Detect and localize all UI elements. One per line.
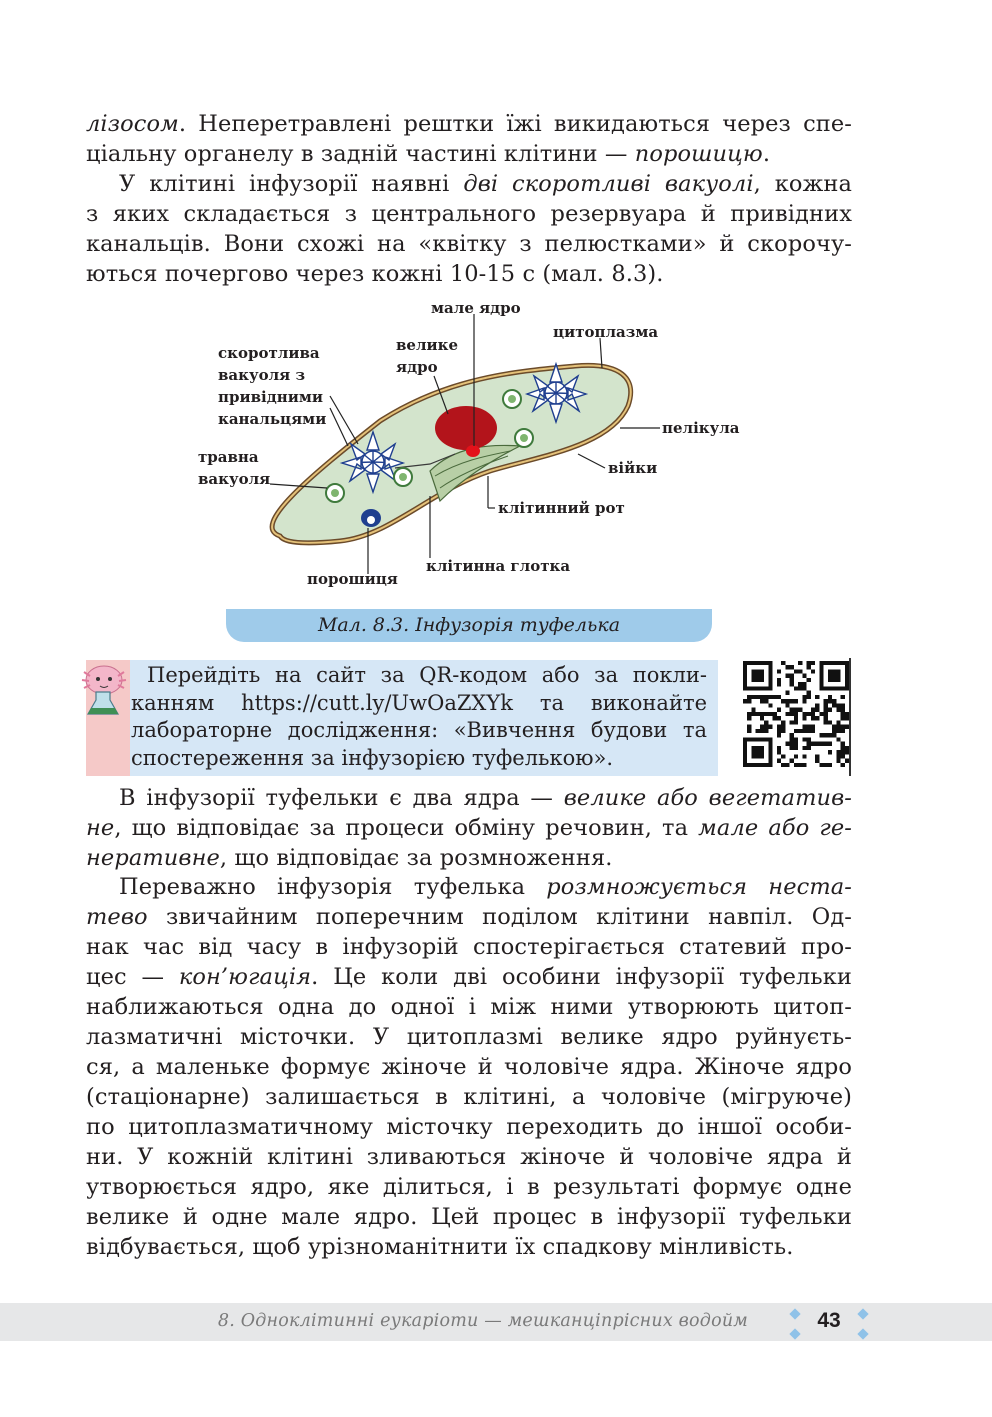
term-lysosome: лізосом — [86, 111, 179, 137]
qr-divider — [849, 658, 851, 776]
term-asexual: розмножується неста- — [546, 874, 852, 900]
paramecium-illustration — [190, 296, 750, 596]
text: , кожна — [753, 171, 852, 197]
text-line: (стаціонарне) залишається в клітині, а чоловіче (мігруюче) — [86, 1084, 852, 1110]
text: Переважно інфузорія туфелька — [119, 874, 547, 900]
paragraph-2 — [86, 169, 852, 289]
qr-code[interactable] — [743, 661, 849, 767]
text: , що відповідає за процеси обміну речовин, та — [114, 815, 699, 841]
label-contractile-4: канальцями — [218, 410, 327, 428]
paragraph-3 — [86, 783, 852, 873]
task-line-link[interactable]: канням https://cutt.ly/UwOaZXYk та виконайте — [131, 690, 707, 715]
text-line: утворюється ядро, яке ділиться, і в результаті формує одне — [86, 1174, 852, 1200]
text-line: ються почергово через кожні 10-15 с (мал. 8.3). — [86, 261, 664, 287]
text: . Це коли дві особини інфузорії туфельки — [311, 964, 852, 990]
small-nucleus — [466, 445, 480, 457]
text-line: ся, а маленьке формує жіноче й чоловіче ядра. Жіноче ядро — [86, 1054, 852, 1080]
text-line: лазматичні місточки. У цитоплазмі велике ядро руйнуєть- — [86, 1024, 852, 1050]
term-contractile-vacuoles: дві скоротливі вакуолі — [463, 171, 754, 197]
task-line: спостереження за інфузорією туфелькою». — [131, 745, 614, 770]
label-digestive-1: травна — [198, 448, 259, 466]
text-line: нак час від часу в інфузорій спостерігається статевий про- — [86, 934, 852, 960]
paragraph-4 — [86, 872, 852, 1262]
label-large-nucleus-1: велике — [396, 336, 459, 354]
label-contractile-1: скоротлива — [218, 344, 320, 362]
text-line: з яких складається з центрального резервуара й привідних — [86, 201, 852, 227]
text-line: наближаються одна до одної і між ними утворюють цитоп- — [86, 994, 852, 1020]
paragraph-1 — [86, 109, 852, 169]
text-line: по цитоплазматичному місточку переходить до іншої особи- — [86, 1114, 852, 1140]
label-cell-mouth: клітинний рот — [498, 499, 625, 517]
text: . — [762, 141, 771, 167]
figure-caption: Мал. 8.3. Інфузорія туфелька — [317, 614, 621, 636]
label-cell-pharynx: клітинна глотка — [426, 557, 571, 575]
anal-pore — [361, 509, 381, 527]
large-nucleus — [435, 406, 497, 450]
figure-caption-bar — [226, 609, 712, 642]
task-text — [131, 662, 707, 772]
task-line: лабораторне дослідження: «Вивчення будови та — [131, 718, 707, 742]
text: звичайним поперечним поділом клітини навпіл. Од- — [147, 904, 852, 930]
axolotl-flask-icon — [74, 662, 130, 720]
text-line: велике й одне мале ядро. Цей процес в інфузорії туфельки — [86, 1204, 852, 1230]
text: цес — — [86, 964, 179, 990]
label-cytoplasm: цитоплазма — [553, 323, 659, 341]
paramecium-figure — [190, 296, 750, 596]
label-cilia: війки — [608, 459, 658, 477]
task-line: Перейдіть на сайт за QR-кодом або за покли- — [147, 663, 707, 687]
label-anal-pore: порошиця — [307, 570, 398, 588]
term-vegetative: велике або вегетатив- — [563, 785, 852, 811]
label-small-nucleus: мале ядро — [431, 299, 521, 317]
label-large-nucleus-2: ядро — [396, 358, 438, 376]
label-pellicle: пелікула — [662, 419, 740, 437]
text-line: ни. У кожній клітині зливаються жіноче й чоловіче ядра й — [86, 1144, 852, 1170]
term-asexual-end: тево — [86, 904, 148, 930]
footer-chapter-title: 8. Одноклітинні еукаріоти — мешканціпрісних водойм — [217, 1311, 748, 1331]
text-line: відбувається, щоб урізноманітнити їх спадкову мінливість. — [86, 1234, 794, 1260]
label-digestive-2: вакуоля — [198, 470, 271, 488]
label-contractile-3: привідними — [218, 388, 323, 406]
text: У клітині інфузорії наявні — [119, 171, 464, 197]
page-number: 43 — [817, 1309, 841, 1332]
term-conjugation: кон’югація — [178, 964, 312, 990]
term-anal-pore: порошицю — [634, 141, 763, 167]
term-generative: мале або ге- — [698, 815, 853, 841]
term-vegetative-end: не — [86, 815, 115, 841]
text: , що відповідає за розмноження. — [219, 845, 613, 871]
term-generative-end: неративне — [86, 845, 220, 871]
label-contractile-2: вакуоля з — [218, 366, 306, 384]
text: В інфузорії туфельки є два ядра — — [119, 785, 564, 811]
text: . Неперетравлені рештки їжі викидаються через спе- — [178, 111, 852, 137]
text-line: канальців. Вони схожі на «квітку з пелюстками» й скорочу- — [86, 231, 852, 257]
text: ціальну органелу в задній частині клітини — — [86, 141, 635, 167]
